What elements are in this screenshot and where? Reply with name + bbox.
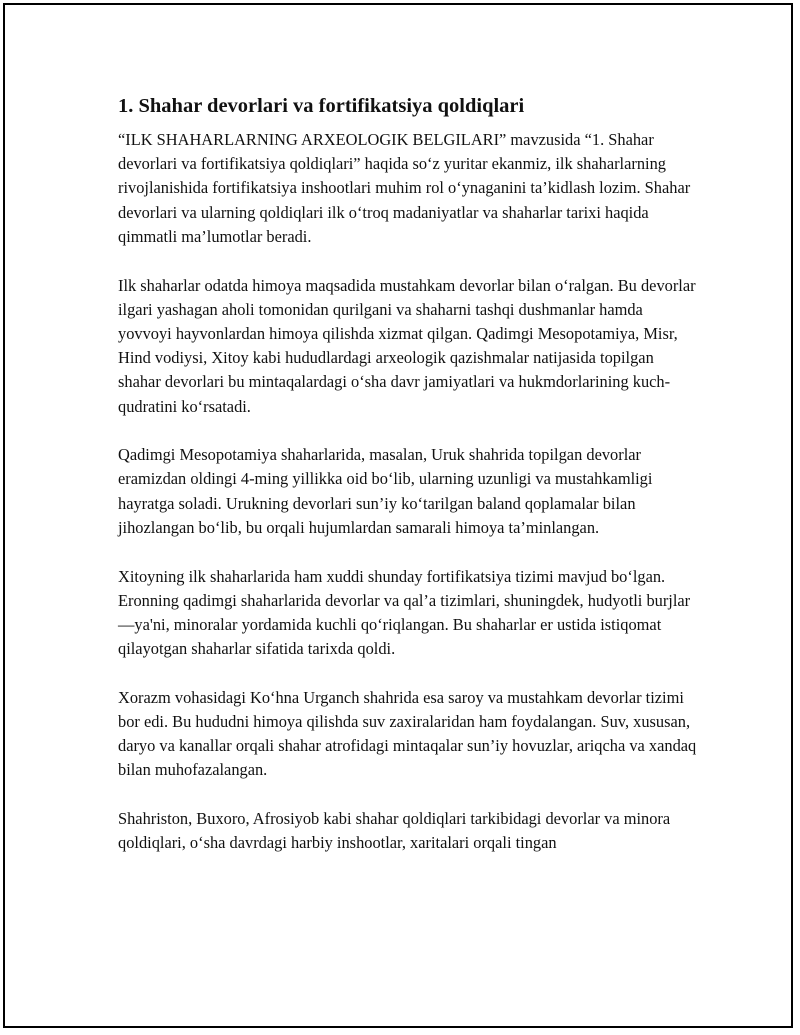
paragraph-5: Xorazm vohasidagi Ko‘hna Urganch shahrida esa saroy va mustahkam devorlar tizimi bor edi. Bu hududni himoya qilishda suv zaxiralaridan ham foydalangan. Suv, xususan, daryo va kanallar orqali shahar atrofidagi mintaqalar sun’iy hovuzlar, ariqcha va xandaq bilan muhofazalangan. bbox=[118, 687, 697, 780]
paragraph-1: “ILK SHAHARLARNING ARXEOLOGIK BELGILARI” mavzusida “1. Shahar devorlari va fortifikatsiya qoldiqlari” haqida so‘z yuritar ekanmiz, ilk shaharlarning rivojlanishida fortifikatsiya inshootlari muhim rol o‘ynaganini ta’kidlash lozim. Shahar devorlari va ularning qoldiqlari ilk o‘troq madaniyatlar va shaharlar tarixi haqida qimmatli ma’lumotlar beradi. bbox=[118, 130, 691, 246]
section-heading: 1. Shahar devorlari va fortifikatsiya qoldiqlari bbox=[118, 95, 525, 117]
document-body bbox=[118, 92, 698, 880]
paragraph-3: Qadimgi Mesopotamiya shaharlarida, masalan, Uruk shahrida topilgan devorlar eramizdan oldingi 4-ming yillikka oid bo‘lib, ularning uzunligi va mustahkamligi hayratga soladi. Urukning devorlari sun’iy ko‘tarilgan baland qoplamalar bilan jihozlangan bo‘lib, bu orqali hujumlardan samarali himoya ta’minlangan. bbox=[118, 445, 653, 537]
paragraph-2: Ilk shaharlar odatda himoya maqsadida mustahkam devorlar bilan o‘ralgan. Bu devorlar ilgari yashagan aholi tomonidan qurilgani va shaharni tashqi dushmanlar hamda yovvoyi hayvonlardan himoya qilishda xizmat qilgan. Qadimgi Mesopotamiya, Misr, Hind vodiysi, Xitoy kabi hududlardagi arxeologik qazishmalar natijasida topilgan shahar devorlari bu mintaqalardagi o‘sha davr jamiyatlari va hukmdorlarining kuch-qudratini ko‘rsatadi. bbox=[118, 275, 696, 416]
paragraph-4: Xitoyning ilk shaharlarida ham xuddi shunday fortifikatsiya tizimi mavjud bo‘lgan. Eronning qadimgi shaharlarida devorlar va qal’a tizimlari, shuningdek, hudyotli burjlar—ya'ni, minoralar yordamida kuchli qo‘riqlangan. Bu shaharlar er ustida istiqomat qilayotgan shaharlar sifatida tarixda qoldi. bbox=[118, 566, 691, 659]
paragraph-6: Shahriston, Buxoro, Afrosiyob kabi shahar qoldiqlari tarkibidagi devorlar va minora qoldiqlari, o‘sha davrdagi harbiy inshootlar, xaritalari orqali tingan bbox=[118, 809, 671, 853]
